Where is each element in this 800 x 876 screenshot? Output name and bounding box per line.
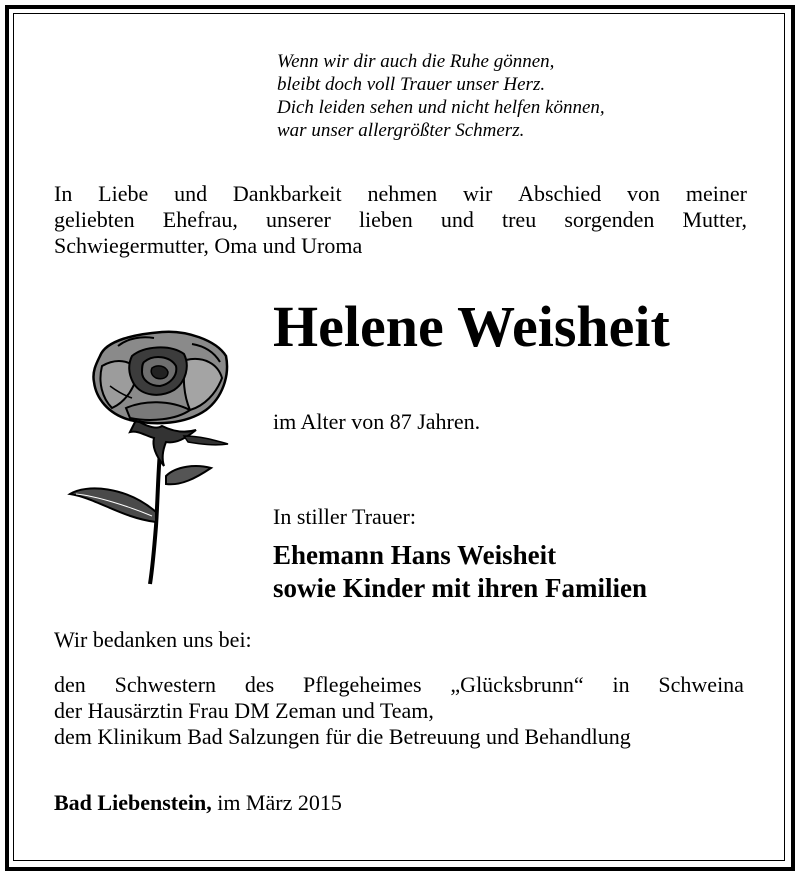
poem — [277, 50, 605, 142]
word: Liebe — [98, 181, 149, 206]
word: Ehefrau, — [162, 207, 238, 232]
thanks-list — [54, 672, 744, 750]
word: nehmen — [367, 181, 438, 206]
signoff — [54, 790, 342, 816]
word: Schwestern — [114, 672, 217, 697]
intro-text — [54, 181, 747, 259]
word: Mutter, — [682, 207, 747, 232]
word: Schweina — [658, 672, 744, 697]
word: unserer — [266, 207, 331, 232]
poem-line: Dich leiden sehen und nicht helfen können, — [277, 97, 605, 118]
thanks-line-3: dem Klinikum Bad Salzungen für die Betreuung und Behandlung — [54, 724, 631, 749]
signoff-date: im März 2015 — [217, 790, 342, 815]
mourning-label: In stiller Trauer: — [273, 504, 416, 529]
poem-line: Wenn wir dir auch die Ruhe gönnen, — [277, 51, 555, 72]
word: Dankbarkeit — [232, 181, 342, 206]
word: Pflegeheimes — [303, 672, 422, 697]
intro-line-3: Schwiegermutter, Oma und Uroma — [54, 233, 363, 258]
mourners — [273, 539, 647, 605]
word: meiner — [685, 181, 747, 206]
rose-icon — [66, 326, 238, 588]
intro-line-2 — [54, 207, 747, 233]
age-text: im Alter von 87 Jahren. — [273, 409, 481, 434]
word: geliebten — [54, 207, 135, 232]
word: und — [174, 181, 208, 206]
word: des — [244, 672, 275, 697]
rose-leaf-right — [166, 466, 211, 484]
rose-leaf-left — [70, 488, 156, 522]
word: „Glücksbrunn“ — [450, 672, 584, 697]
word: Abschied — [518, 181, 602, 206]
word: in — [612, 672, 630, 697]
word: sorgenden — [564, 207, 655, 232]
word: In — [54, 181, 73, 206]
mourner-line: sowie Kinder mit ihren Familien — [273, 573, 647, 603]
word: und — [440, 207, 474, 232]
thanks-line-2: der Hausärztin Frau DM Zeman und Team, — [54, 698, 434, 723]
poem-line: bleibt doch voll Trauer unser Herz. — [277, 74, 546, 95]
thanks-heading: Wir bedanken uns bei: — [54, 627, 252, 652]
thanks-line-1 — [54, 672, 744, 698]
word: wir — [462, 181, 493, 206]
rose-sepals — [130, 420, 196, 466]
intro-line-1 — [54, 181, 747, 207]
word: von — [627, 181, 661, 206]
mourner-line: Ehemann Hans Weisheit — [273, 540, 557, 570]
word: lieben — [358, 207, 413, 232]
poem-line: war unser allergrößter Schmerz. — [277, 120, 525, 141]
word: treu — [501, 207, 537, 232]
signoff-place: Bad Liebenstein, — [54, 790, 212, 815]
word: den — [54, 672, 86, 697]
deceased-name: Helene Weisheit — [273, 294, 670, 359]
